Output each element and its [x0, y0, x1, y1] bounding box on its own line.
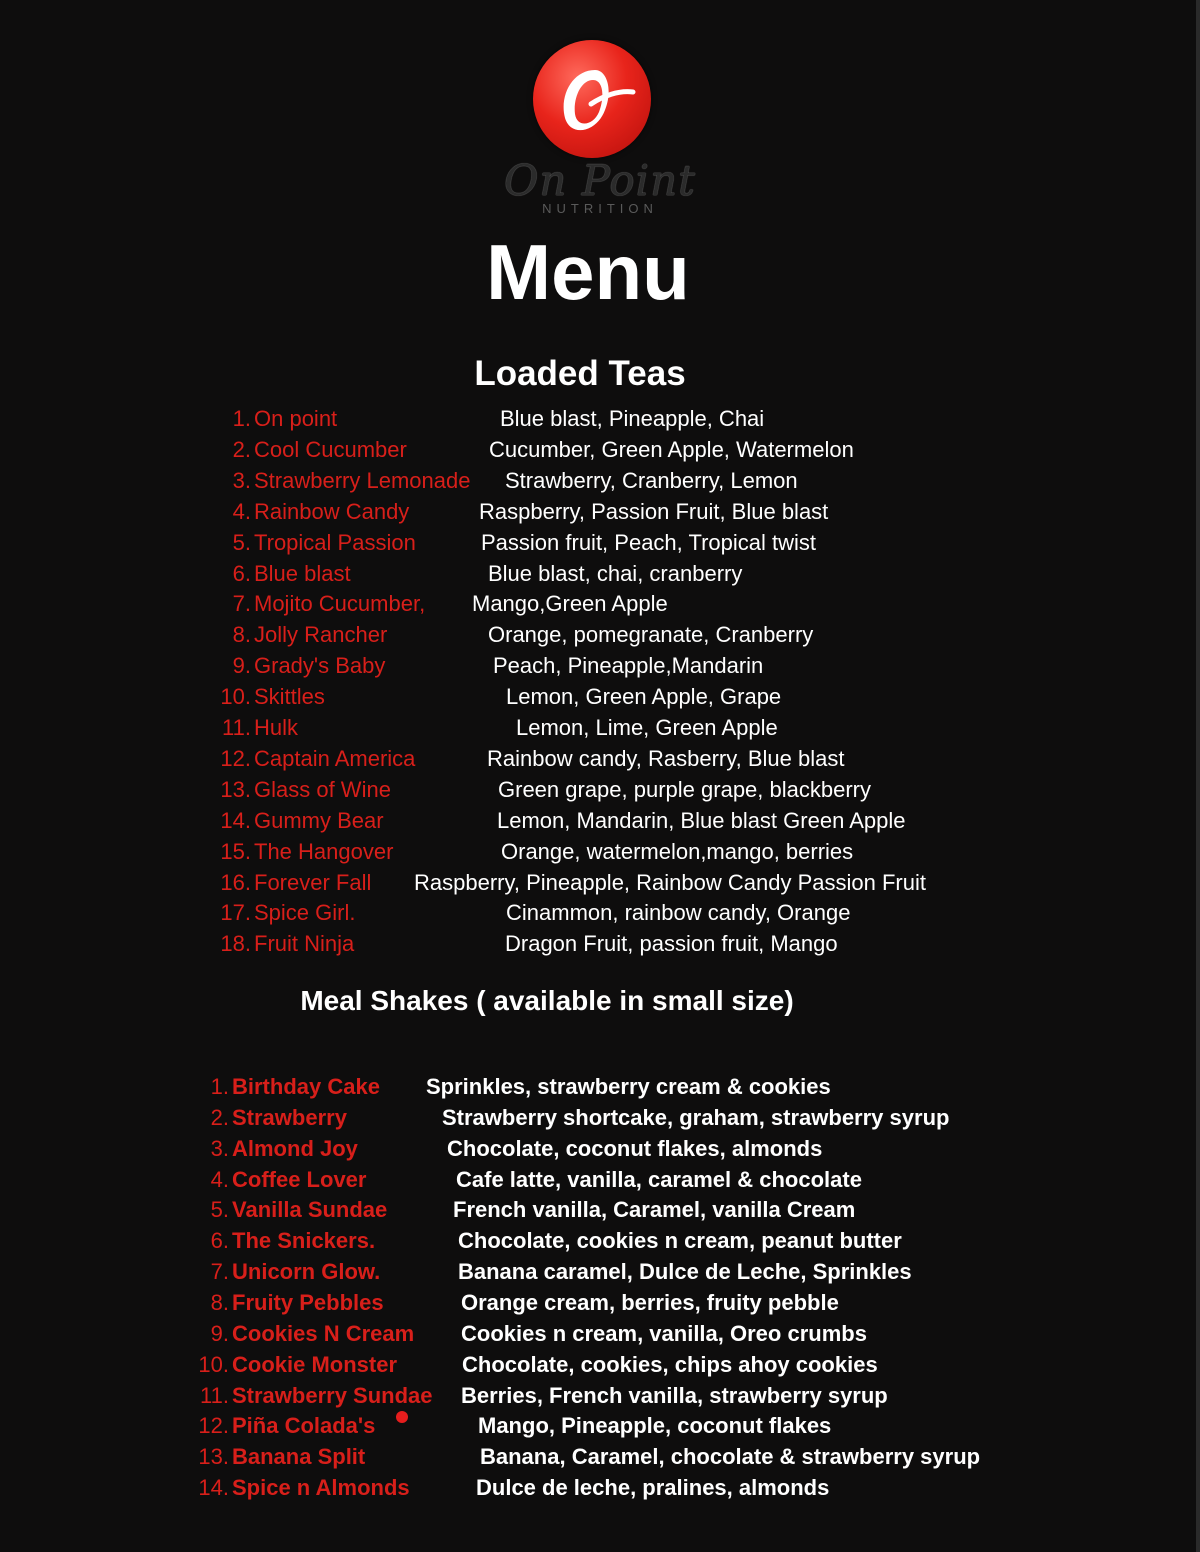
shake-item-number: 10.: [198, 1351, 229, 1377]
tea-item-number: 2.: [232, 436, 251, 462]
tea-item-ingredients: Cucumber, Green Apple, Watermelon: [489, 436, 854, 462]
shake-item-number: 5.: [210, 1197, 229, 1223]
tea-item-row: [0, 775, 1200, 805]
shake-item-number: 7.: [210, 1259, 229, 1285]
shake-item-name: Unicorn Glow.: [232, 1259, 381, 1285]
shake-item-name: Strawberry: [232, 1104, 347, 1130]
shake-item-number: 2.: [210, 1104, 229, 1130]
tea-item-row: [0, 806, 1200, 836]
shake-item-ingredients: Chocolate, cookies n cream, peanut butter: [458, 1228, 902, 1254]
tea-item-number: 13.: [220, 776, 251, 802]
shake-item-number: 14.: [198, 1475, 229, 1501]
shake-item-ingredients: Strawberry shortcake, graham, strawberry syrup: [442, 1104, 950, 1130]
shake-item-ingredients: Dulce de leche, pralines, almonds: [476, 1475, 830, 1501]
shake-item-row: [0, 1350, 1200, 1380]
tea-item-ingredients: Lemon, Lime, Green Apple: [516, 715, 778, 740]
tea-item-row: [0, 682, 1200, 712]
tea-item-ingredients: Cinammon, rainbow candy, Orange: [506, 900, 851, 926]
tea-item-number: 8.: [232, 622, 251, 648]
tea-item-ingredients: Lemon, Mandarin, Blue blast Green Apple: [497, 807, 906, 833]
page-edge-divider: [1196, 0, 1200, 1552]
tea-item-name: Grady's Baby: [254, 653, 386, 679]
shake-item-ingredients: Chocolate, coconut flakes, almonds: [447, 1135, 823, 1161]
shake-item-name: Banana Split: [232, 1444, 366, 1470]
tea-item-number: 11.: [222, 715, 251, 740]
shake-item-ingredients: Cafe latte, vanilla, caramel & chocolate: [456, 1166, 862, 1192]
tea-item-name: Skittles: [254, 684, 325, 710]
brand-logo: [533, 40, 651, 158]
shake-item-number: 9.: [210, 1320, 229, 1346]
shake-item-ingredients: Banana, Caramel, chocolate & strawberry syrup: [480, 1444, 981, 1470]
tea-item-ingredients: Rainbow candy, Rasberry, Blue blast: [487, 745, 845, 771]
tea-item-name: Tropical Passion: [254, 529, 416, 555]
shake-item-name: Coffee Lover: [232, 1166, 367, 1192]
tea-item-number: 17.: [220, 900, 251, 926]
shake-item-row: [0, 1226, 1200, 1256]
shake-item-number: 13.: [198, 1444, 229, 1470]
tea-item-name: Mojito Cucumber,: [254, 591, 426, 617]
tea-item-name: Cool Cucumber: [254, 436, 407, 462]
tea-item-ingredients: Mango,Green Apple: [472, 591, 668, 617]
shake-item-number: 4.: [210, 1166, 229, 1192]
tea-item-ingredients: Blue blast, chai, cranberry: [488, 560, 743, 586]
shake-item-row: [0, 1288, 1200, 1318]
shake-item-name: The Snickers.: [232, 1228, 376, 1254]
tea-item-number: 12.: [220, 745, 251, 771]
tea-item-number: 6.: [232, 560, 251, 586]
tea-item-ingredients: Passion fruit, Peach, Tropical twist: [481, 529, 817, 555]
page-title: Menu: [486, 228, 690, 316]
tea-item-name: The Hangover: [254, 838, 394, 864]
tea-item-ingredients: Blue blast, Pineapple, Chai: [500, 406, 765, 431]
tea-item-number: 4.: [232, 498, 251, 524]
tea-item-name: Captain America: [254, 745, 416, 771]
tea-item-ingredients: Green grape, purple grape, blackberry: [498, 776, 871, 802]
shake-item-name: Birthday Cake: [232, 1074, 380, 1099]
tea-item-row: [0, 898, 1200, 928]
tea-item-number: 1.: [232, 406, 251, 431]
tea-item-name: On point: [254, 406, 338, 431]
tea-item-ingredients: Raspberry, Passion Fruit, Blue blast: [479, 498, 829, 524]
tea-item-row: [0, 497, 1200, 527]
red-dot-mark: [396, 1411, 408, 1423]
tea-item-row: [0, 404, 1200, 434]
shake-item-ingredients: French vanilla, Caramel, vanilla Cream: [453, 1197, 856, 1223]
shake-item-ingredients: Banana caramel, Dulce de Leche, Sprinkles: [458, 1259, 912, 1285]
shake-item-number: 3.: [210, 1135, 229, 1161]
tea-item-row: [0, 929, 1200, 959]
brand-name: On Point: [503, 156, 697, 205]
tea-item-number: 15.: [220, 838, 251, 864]
brand-subtitle: NUTRITION: [542, 201, 658, 216]
tea-item-number: 7.: [232, 591, 251, 617]
tea-item-row: [0, 559, 1200, 589]
shake-item-name: Spice n Almonds: [232, 1475, 410, 1501]
tea-item-number: 3.: [232, 467, 251, 493]
shake-item-row: [0, 1411, 1200, 1441]
meal-shakes-heading: Meal Shakes ( available in small size): [300, 985, 794, 1016]
shake-item-row: [0, 1473, 1200, 1503]
tea-item-row: [0, 620, 1200, 650]
shake-item-name: Cookie Monster: [232, 1351, 398, 1377]
tea-item-number: 10.: [220, 684, 251, 710]
shake-item-ingredients: Orange cream, berries, fruity pebble: [461, 1289, 839, 1315]
tea-item-name: Forever Fall: [254, 869, 372, 895]
tea-item-number: 18.: [220, 931, 251, 957]
tea-item-ingredients: Orange, pomegranate, Cranberry: [488, 622, 814, 648]
tea-item-name: Blue blast: [254, 560, 351, 586]
shake-item-row: [0, 1165, 1200, 1195]
tea-item-name: Glass of Wine: [254, 776, 391, 802]
tea-item-row: [0, 744, 1200, 774]
tea-item-ingredients: Peach, Pineapple,Mandarin: [493, 653, 764, 679]
tea-item-name: Gummy Bear: [254, 807, 384, 833]
shake-item-row: [0, 1381, 1200, 1411]
shake-item-name: Vanilla Sundae: [232, 1197, 388, 1223]
tea-item-name: Strawberry Lemonade: [254, 467, 471, 493]
tea-item-ingredients: Lemon, Green Apple, Grape: [506, 684, 782, 710]
tea-item-ingredients: Dragon Fruit, passion fruit, Mango: [505, 931, 838, 957]
logo-o-mark-icon: [533, 40, 651, 158]
tea-item-row: [0, 589, 1200, 619]
tea-item-ingredients: Strawberry, Cranberry, Lemon: [505, 467, 798, 493]
shake-item-name: Cookies N Cream: [232, 1320, 415, 1346]
tea-item-row: [0, 466, 1200, 496]
shake-item-name: Fruity Pebbles: [232, 1289, 384, 1315]
tea-item-name: Jolly Rancher: [254, 622, 388, 648]
tea-item-number: 14.: [220, 807, 251, 833]
tea-item-number: 9.: [232, 653, 251, 679]
tea-item-number: 16.: [220, 869, 251, 895]
tea-item-row: [0, 837, 1200, 867]
shake-item-row: [0, 1319, 1200, 1349]
tea-item-row: [0, 435, 1200, 465]
tea-item-ingredients: Raspberry, Pineapple, Rainbow Candy Passion Fruit: [414, 869, 926, 895]
shake-item-row: [0, 1103, 1200, 1133]
tea-item-row: [0, 528, 1200, 558]
shake-item-name: Strawberry Sundae: [232, 1382, 433, 1408]
shake-item-ingredients: Chocolate, cookies, chips ahoy cookies: [462, 1351, 878, 1377]
tea-item-name: Fruit Ninja: [254, 931, 355, 957]
shake-item-ingredients: Cookies n cream, vanilla, Oreo crumbs: [461, 1320, 867, 1346]
shake-item-row: [0, 1072, 1200, 1102]
shake-item-row: [0, 1134, 1200, 1164]
shake-item-number: 6.: [210, 1228, 229, 1254]
shake-item-row: [0, 1195, 1200, 1225]
shake-item-row: [0, 1257, 1200, 1287]
tea-item-ingredients: Orange, watermelon,mango, berries: [501, 838, 854, 864]
tea-item-name: Rainbow Candy: [254, 498, 410, 524]
tea-item-row: [0, 868, 1200, 898]
shake-item-name: Almond Joy: [232, 1135, 358, 1161]
tea-item-row: [0, 713, 1200, 743]
tea-item-name: Hulk: [254, 715, 299, 740]
shake-item-number: 11.: [200, 1382, 229, 1408]
shake-item-ingredients: Sprinkles, strawberry cream & cookies: [426, 1074, 831, 1099]
shake-item-ingredients: Mango, Pineapple, coconut flakes: [478, 1413, 832, 1439]
shake-item-number: 1.: [210, 1074, 229, 1099]
shake-item-name: Piña Colada's: [232, 1413, 376, 1439]
tea-item-number: 5.: [232, 529, 251, 555]
shake-item-row: [0, 1442, 1200, 1472]
shake-item-number: 8.: [210, 1289, 229, 1315]
loaded-teas-heading: Loaded Teas: [474, 354, 686, 393]
tea-item-name: Spice Girl.: [254, 900, 356, 926]
tea-item-row: [0, 651, 1200, 681]
shake-item-number: 12.: [198, 1413, 229, 1439]
shake-item-ingredients: Berries, French vanilla, strawberry syrup: [461, 1382, 888, 1408]
